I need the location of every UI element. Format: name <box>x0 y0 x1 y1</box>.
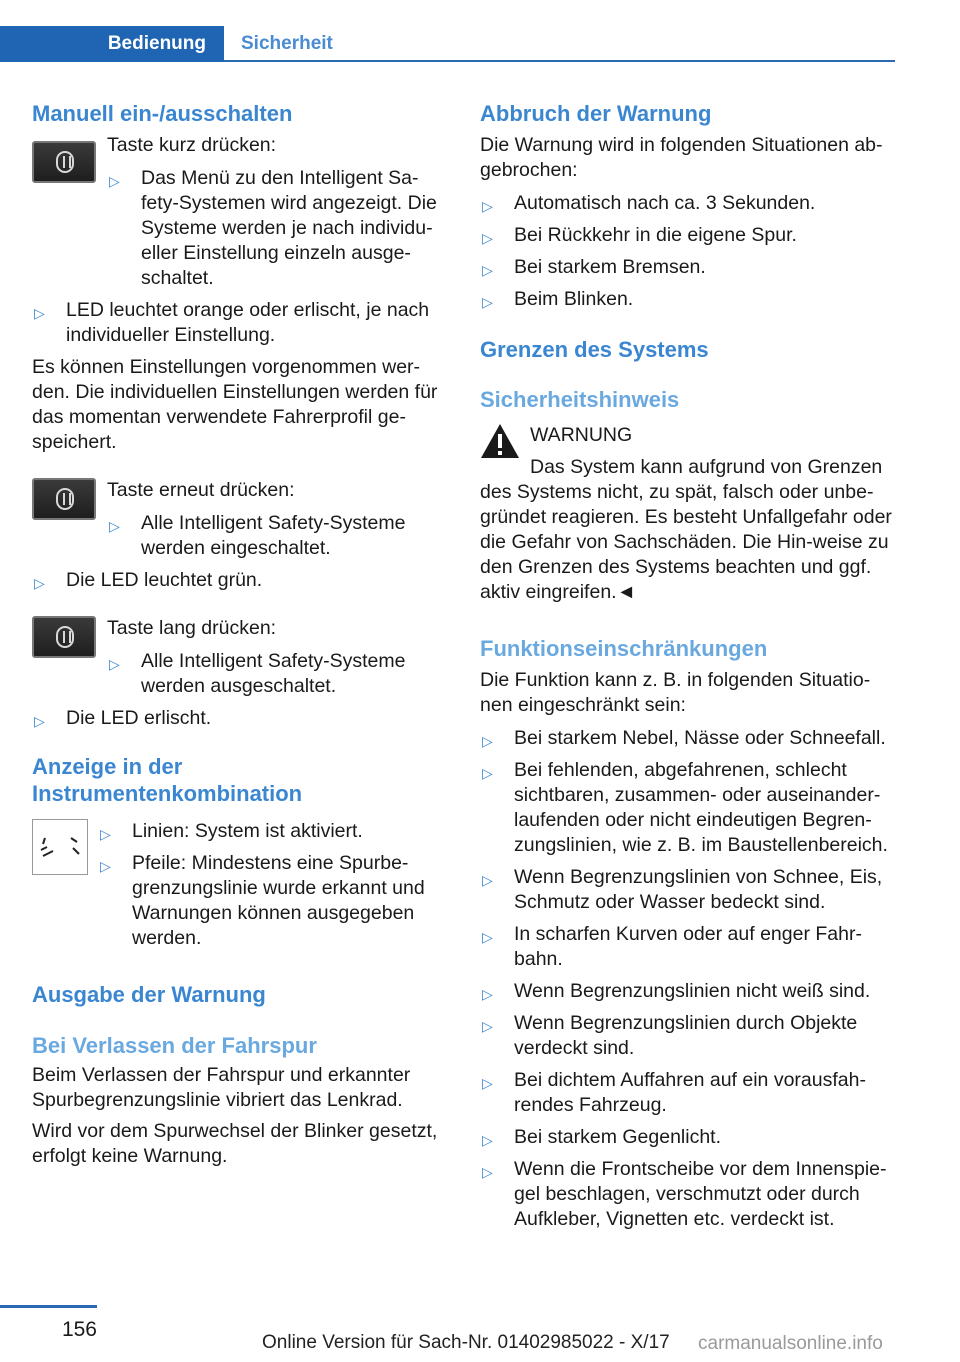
settings-paragraph: Es können Einstellungen vorgenommen wer-den. Die individuellen Einstellungen werden für das momentan verwendete Fahrerprofil ge-speichert. <box>32 356 438 453</box>
online-version-note: Online Version für Sach-Nr. 01402985022 - X/17 <box>262 1332 670 1353</box>
key-long-press-led-list <box>32 706 450 731</box>
heading-manual-switch: Manuell ein-/ausschalten <box>32 101 293 126</box>
display-indicator-block <box>32 819 450 951</box>
bullet-triangle-icon: ▷ <box>482 872 493 888</box>
list-item: ▷ Bei dichtem Auffahren auf ein vorausfah-rendes Fahrzeug. <box>482 1069 866 1116</box>
leaving-paragraph-1: Beim Verlassen der Fahrspur und erkannter Spurbegrenzungslinie vibriert das Lenkrad. <box>32 1064 411 1111</box>
right-column <box>480 100 898 1239</box>
bullet-triangle-icon: ▷ <box>100 858 111 874</box>
key-press-again-led-list <box>32 568 450 593</box>
bullet-triangle-icon: ▷ <box>100 826 111 842</box>
heading-instrument-display: Anzeige in der Instrumentenkombination <box>32 754 303 806</box>
lane-departure-indicator-icon <box>32 819 88 875</box>
bullet-triangle-icon: ▷ <box>482 198 493 214</box>
bullet-triangle-icon: ▷ <box>482 1075 493 1091</box>
bullet-triangle-icon: ▷ <box>482 1018 493 1034</box>
safety-button-icon <box>32 616 96 658</box>
key-long-press-caption: Taste lang drücken: <box>107 617 277 639</box>
key-short-press-list <box>107 166 450 291</box>
abort-list <box>480 191 898 312</box>
heading-warning-abort: Abbruch der Warnung <box>480 101 712 126</box>
restrictions-list <box>480 726 898 1232</box>
key-short-press-led-list <box>32 298 450 348</box>
key-short-press-caption: Taste kurz drücken: <box>107 134 277 156</box>
key-press-again-caption: Taste erneut drücken: <box>107 479 295 501</box>
safety-button-icon <box>32 478 96 520</box>
warning-block <box>480 423 898 480</box>
bullet-triangle-icon: ▷ <box>482 1164 493 1180</box>
list-item: ▷ Alle Intelligent Safety-Systeme werden ausgeschaltet. <box>109 650 406 697</box>
safety-button-icon <box>32 141 96 183</box>
bullet-triangle-icon: ▷ <box>482 733 493 749</box>
bullet-triangle-icon: ▷ <box>482 765 493 781</box>
key-short-press-block <box>32 133 450 291</box>
page-number: 156 <box>61 1318 97 1341</box>
list-item: ▷ Bei starkem Bremsen. <box>480 255 898 280</box>
tab-bedienung[interactable]: Bedienung <box>0 26 224 62</box>
list-item: ▷ Wenn Begrenzungslinien durch Objekte verdeckt sind. <box>482 1012 858 1059</box>
list-item: ▷ Pfeile: Mindestens eine Spurbe-grenzungslinie wurde erkannt und Warnungen können ausgegeben werden. <box>100 852 425 949</box>
warning-text-first-line: Das System kann aufgrund von Grenzen <box>530 456 883 478</box>
list-item: ▷ Bei fehlenden, abgefahrenen, schlecht sichtbaren, zusammen- oder auseinander-laufenden oder nicht eindeutigen Begren-zungslinien, wie z. B. im Baustellenbereich. <box>482 759 888 856</box>
list-item: ▷ Das Menü zu den Intelligent Sa-fety-Systemen wird angezeigt. Die Systeme werden je nach individu-eller Einstellung einzeln ausge-schaltet. <box>109 167 437 289</box>
key-press-again-block <box>32 478 450 561</box>
tab-sicherheit[interactable]: Sicherheit <box>241 33 333 54</box>
list-item: ▷ Alle Intelligent Safety-Systeme werden eingeschaltet. <box>109 512 406 559</box>
bullet-triangle-icon: ▷ <box>482 262 493 278</box>
abort-intro: Die Warnung wird in folgenden Situationen ab-gebrochen: <box>480 134 883 181</box>
warning-triangle-icon <box>480 423 520 459</box>
restrictions-intro: Die Funktion kann z. B. in folgenden Situatio-nen eingeschränkt sein: <box>480 669 871 716</box>
bullet-triangle-icon: ▷ <box>482 986 493 1002</box>
bullet-triangle-icon: ▷ <box>482 230 493 246</box>
heading-system-limits: Grenzen des Systems <box>480 337 709 362</box>
bullet-triangle-icon: ▷ <box>109 518 120 534</box>
list-item: ▷ In scharfen Kurven oder auf enger Fahr-bahn. <box>482 923 862 970</box>
list-item: ▷ Wenn Begrenzungslinien nicht weiß sind. <box>480 979 898 1004</box>
bullet-triangle-icon: ▷ <box>109 173 120 189</box>
list-item: ▷ Beim Blinken. <box>480 287 898 312</box>
list-item: ▷ Bei Rückkehr in die eigene Spur. <box>480 223 898 248</box>
key-long-press-list <box>107 649 450 699</box>
key-press-again-list <box>107 511 450 561</box>
list-item: ▷ LED leuchtet orange oder erlischt, je nach individueller Einstellung. <box>34 299 430 346</box>
list-item: ▷ Bei starkem Nebel, Nässe oder Schneefall. <box>480 726 898 751</box>
left-column <box>32 100 450 1169</box>
heading-function-restrictions: Funktionseinschränkungen <box>480 636 768 661</box>
bullet-triangle-icon: ▷ <box>34 575 45 591</box>
heading-leaving-lane: Bei Verlassen der Fahrspur <box>32 1033 317 1058</box>
bullet-triangle-icon: ▷ <box>109 656 120 672</box>
list-item: ▷ Wenn Begrenzungslinien von Schnee, Eis, Schmutz oder Wasser bedeckt sind. <box>482 866 883 913</box>
bullet-triangle-icon: ▷ <box>34 305 45 321</box>
key-long-press-block <box>32 616 450 699</box>
warning-text: des Systems nicht, zu spät, falsch oder unbe-gründet reagieren. Es besteht Unfallgefahr oder die Gefahr von Sachschäden. Die Hin-weise zu den Grenzen des Systems beachten und ggf. aktiv eingreifen.◄ <box>480 481 892 603</box>
list-item: ▷ Die LED leuchtet grün. <box>32 568 450 593</box>
footer-rule <box>0 1305 97 1308</box>
bullet-triangle-icon: ▷ <box>482 1132 493 1148</box>
list-item: ▷ Wenn die Frontscheibe vor dem Innenspie-gel beschlagen, verschmutzt oder durch Aufkleber, Vignetten etc. verdeckt ist. <box>482 1158 887 1230</box>
list-item: ▷ Automatisch nach ca. 3 Sekunden. <box>480 191 898 216</box>
watermark: carmanualsonline.info <box>698 1333 883 1354</box>
display-items-list <box>32 819 450 951</box>
bullet-triangle-icon: ▷ <box>34 713 45 729</box>
heading-safety-note: Sicherheitshinweis <box>480 387 680 412</box>
heading-warning-output: Ausgabe der Warnung <box>32 982 266 1007</box>
list-item: ▷ Linien: System ist aktiviert. <box>98 819 450 844</box>
bullet-triangle-icon: ▷ <box>482 929 493 945</box>
leaving-paragraph-2: Wird vor dem Spurwechsel der Blinker gesetzt, erfolgt keine Warnung. <box>32 1120 438 1167</box>
bullet-triangle-icon: ▷ <box>482 294 493 310</box>
chapter-header <box>0 0 895 62</box>
warning-label: WARNUNG <box>530 424 633 446</box>
list-item: ▷ Die LED erlischt. <box>32 706 450 731</box>
list-item: ▷ Bei starkem Gegenlicht. <box>480 1125 898 1150</box>
